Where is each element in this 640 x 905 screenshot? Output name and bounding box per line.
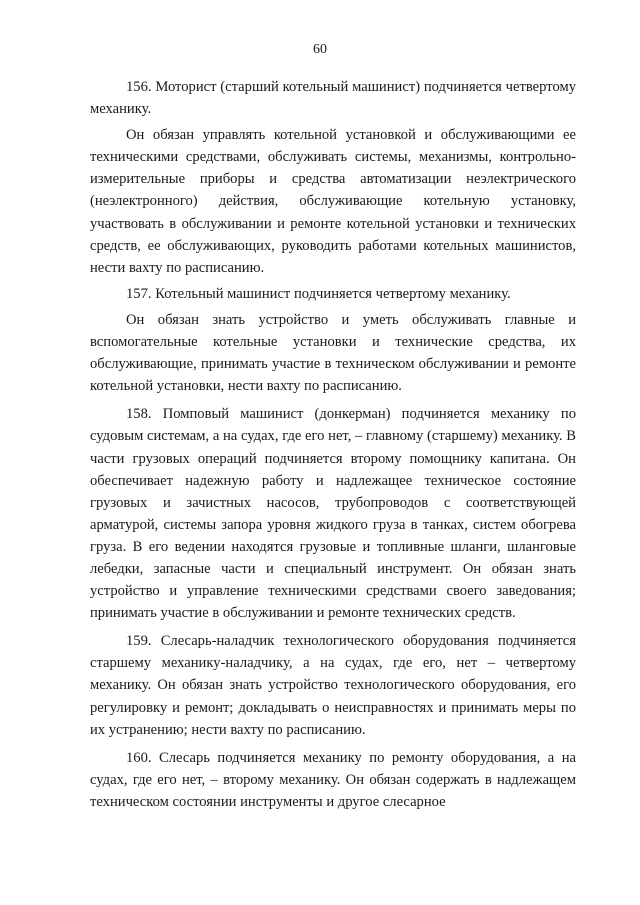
paragraph-157-duties: Он обязан знать устройство и уметь обслуживать главные и вспомогательные котельные установки и технические средства, их обслуживающие, принимать участие в техническом обслуживании и ремонте котельной установки, нести вахту по расписанию. [90,311,576,395]
page-number: 60 [313,42,327,57]
paragraph-156-duties: Он обязан управлять котельной установкой и обслуживающими ее техническими средствами, обслуживать системы, механизмы, контрольно-измерительные приборы и средства автоматизации неэлектрического (неэлектронного) действия, обслуживающие котельную установку, участвовать в обслуживании и ремонте котельной установки и технических средств, ее обслуживающих, руководить работами котельных машинистов, нести вахту по расписанию. [90,127,576,276]
paragraph-160: 160. Слесарь подчиняется механику по ремонту оборудования, а на судах, где его нет, – второму механику. Он обязан содержать в надлежащем техническом состоянии инструменты и другое слесарное [90,749,576,810]
document-body [90,76,576,813]
paragraph-156: 156. Моторист (старший котельный машинист) подчиняется четвертому механику. [90,79,576,118]
paragraph-159: 159. Слесарь-наладчик технологического оборудования подчиняется старшему механику-наладчику, а на судах, где его, нет – четвертому механику. Он обязан знать устройство технологического оборудования, его регулировку и ремонт; докладывать о неисправностях и принимать меры по их устранению; нести вахту по расписанию. [90,633,576,738]
paragraph-158: 158. Помповый машинист (донкерман) подчиняется механику по судовым системам, а на судах, где его нет, – главному (старшему) механику. В части грузовых операций подчиняется второму помощнику капитана. Он обеспечивает надежную работу и надлежащее техническое состояние грузовых и зачистных насосов, трубопроводов с соответствующей арматурой, системы запора уровня жидкого груза в танках, систем обогрева груза. В его ведении находятся грузовые и топливные шланги, шланговые лебедки, запасные части и специальный инструмент. Он обязан знать устройство и управление техническими средствами своего заведования; принимать участие в обслуживании и ремонте технических средств. [90,406,576,622]
paragraph-157: 157. Котельный машинист подчиняется четвертому механику. [126,285,511,302]
